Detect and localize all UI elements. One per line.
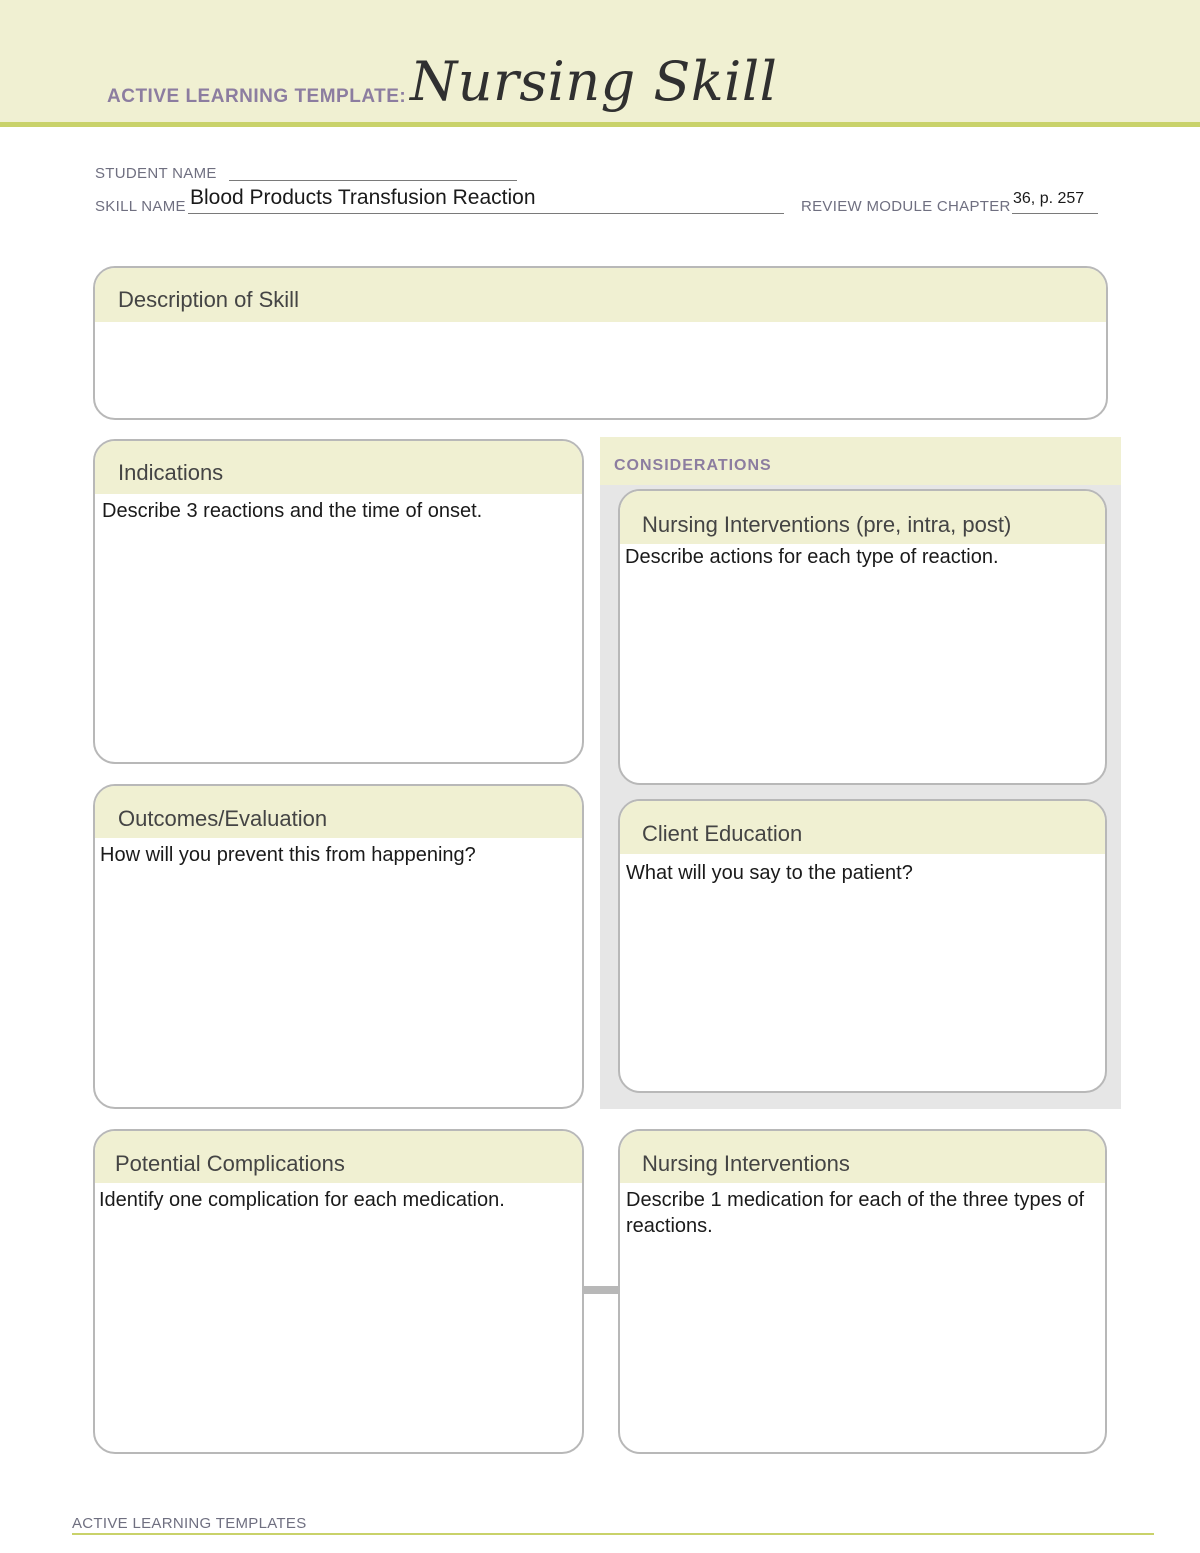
- nursing-interventions-pip-header: [620, 491, 1105, 544]
- potential-complications-title: Potential Complications: [115, 1151, 345, 1176]
- nursing-interventions-title: Nursing Interventions: [642, 1151, 850, 1176]
- nursing-interventions-header: [620, 1131, 1105, 1183]
- skill-name-label: SKILL NAME: [95, 198, 186, 215]
- outcomes-section: [93, 784, 584, 1109]
- client-education-field[interactable]: What will you say to the patient?: [626, 862, 913, 884]
- outcomes-field[interactable]: How will you prevent this from happening?: [100, 844, 476, 866]
- review-module-field[interactable]: 36, p. 257: [1013, 190, 1085, 207]
- header-rule: [0, 122, 1200, 127]
- potential-complications-field[interactable]: Identify one complication for each medication.: [99, 1189, 505, 1211]
- description-field[interactable]: [95, 322, 1106, 326]
- skill-name-field[interactable]: Blood Products Transfusion Reaction: [190, 186, 536, 209]
- nursing-interventions-section: [618, 1129, 1107, 1454]
- indications-title: Indications: [118, 460, 224, 485]
- footer-rule: [72, 1533, 1154, 1535]
- skill-name-line: [188, 213, 784, 214]
- nursing-interventions-pip-section: [618, 489, 1107, 785]
- indications-header: [95, 441, 582, 494]
- indications-section: [93, 439, 584, 764]
- outcomes-title: Outcomes/Evaluation: [118, 806, 328, 831]
- considerations-header: [600, 437, 1121, 485]
- description-header: [95, 268, 1106, 322]
- review-module-line: [1012, 213, 1098, 214]
- description-section: [93, 266, 1108, 420]
- section-connector: [583, 1286, 620, 1294]
- client-education-header: [620, 801, 1105, 854]
- review-module-label: REVIEW MODULE CHAPTER: [801, 198, 1011, 215]
- template-title: Nursing Skill: [410, 50, 778, 113]
- potential-complications-section: [93, 1129, 584, 1454]
- potential-complications-header: [95, 1131, 582, 1183]
- student-name-line: [229, 180, 517, 181]
- nursing-interventions-field[interactable]: Describe 1 medication for each of the three types of reactions.: [626, 1189, 1085, 1237]
- client-education-section: [618, 799, 1107, 1093]
- considerations-title: CONSIDERATIONS: [614, 457, 772, 474]
- outcomes-header: [95, 786, 582, 838]
- client-education-title: Client Education: [642, 821, 803, 846]
- template-label: ACTIVE LEARNING TEMPLATE:: [107, 86, 407, 107]
- description-title: Description of Skill: [118, 287, 299, 312]
- footer-label: ACTIVE LEARNING TEMPLATES: [72, 1515, 307, 1532]
- student-name-label: STUDENT NAME: [95, 165, 217, 182]
- nursing-interventions-pip-title: Nursing Interventions (pre, intra, post): [642, 512, 1012, 537]
- indications-field[interactable]: Describe 3 reactions and the time of onset.: [102, 500, 483, 522]
- nursing-interventions-pip-field[interactable]: Describe actions for each type of reaction.: [625, 546, 999, 568]
